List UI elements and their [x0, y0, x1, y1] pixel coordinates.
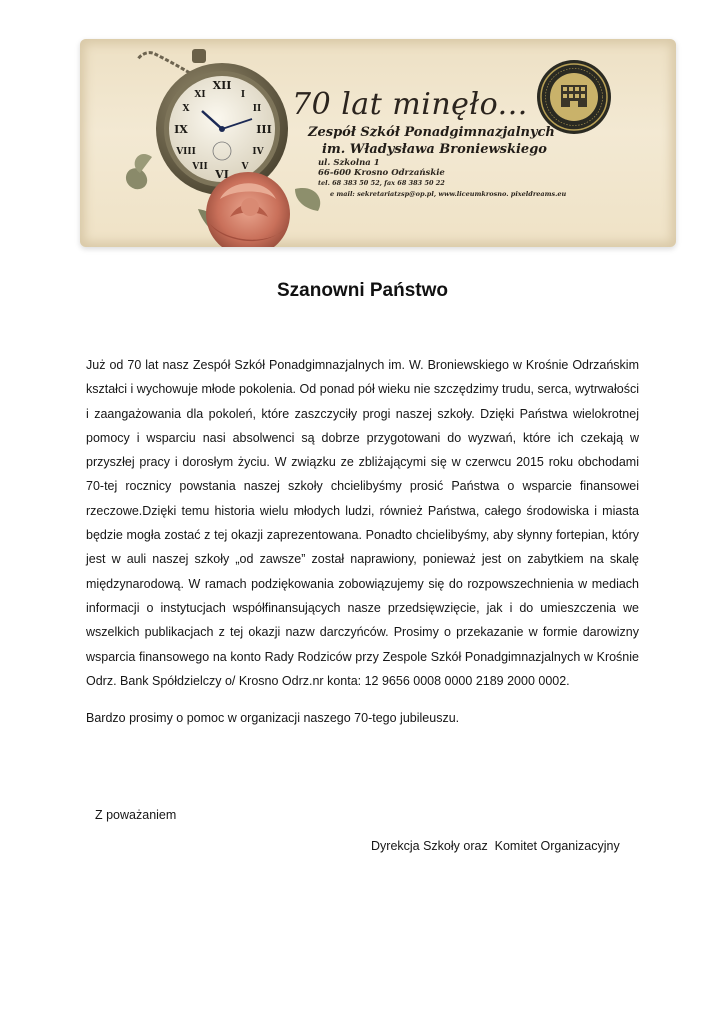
- letter-greeting: Szanowni Państwo: [276, 280, 449, 301]
- school-name-line1: Zespół Szkół Ponadgimnazjalnych: [308, 125, 555, 140]
- svg-text:III: III: [256, 123, 272, 136]
- jubilee-slogan: 70 lat minęło...: [292, 87, 528, 122]
- svg-text:VIII: VIII: [176, 147, 196, 157]
- school-name: [308, 124, 555, 158]
- school-address: [318, 158, 566, 200]
- letterhead-banner: [80, 39, 676, 247]
- signature-line: Dyrekcja Szkoły oraz Komitet Organizacyjny: [371, 839, 620, 853]
- svg-text:VI: VI: [215, 168, 229, 181]
- svg-text:V: V: [241, 162, 249, 172]
- svg-text:XI: XI: [194, 90, 206, 100]
- letter-body: Już od 70 lat nasz Zespół Szkół Ponadgimnazjalnych im. W. Broniewskiego w Krośnie Odrzańskim kształci i wychowuje młode pokolenia. Od ponad pół wieku nie szczędzimy trudu, serca, wytrwałości i zaangażowania dla pokoleń, które zaszczyciły progi naszej szkoły. Dzięki Państwa wielokrotnej pomocy i wsparciu nasi absolwenci są dobrze przygotowani do wyzwań, które ich czekają w przyszłej pracy i dorosłym życiu. W związku ze zbliżającymi się w czerwcu 2015 roku obchodami 70-tej rocznicy powstania naszej szkoły chcielibyśmy prosić Państwa o wsparcie finansowei rzeczowe.Dzięki temu historia wielu młodych ludzi, również Państwa, całego środowiska i miasta będzie mogła zostać z tej okazji zaprezentowana. Ponadto chcielibyśmy, aby słynny fortepian, który jest w auli naszej szkoły „od zawsze” został naprawiony, ponieważ jest on zabytkiem na skalę międzynarodową. W ramach podziękowania zobowiązujemy się do rozpowszechnienia w mediach informacji o instytucjach współfinansujących nasze przedsięwzięcie, jak i do umieszczenia we wszelkich publikacjach z tej okazji nazw darczyńców. Prosimy o przekazanie w formie darowizny wsparcia finansowego na konto Rady Rodziców przy Zespole Szkół Ponadgimnazjalnych w Krośnie Odrz. Bank Spółdzielczy o/ Krosno Odrz.nr konta: 12 9656 0008 0000 2189 2000 0002.: [86, 358, 639, 688]
- svg-text:VII: VII: [192, 162, 208, 172]
- svg-text:II: II: [252, 104, 262, 114]
- svg-text:IV: IV: [252, 147, 264, 157]
- letter-closing: Bardzo prosimy o pomoc w organizacji naszego 70-tego jubileuszu.: [86, 711, 460, 725]
- svg-text:IX: IX: [174, 123, 188, 136]
- regards-line: Z poważaniem: [95, 808, 177, 822]
- svg-text:X: X: [182, 104, 190, 114]
- phone-fax: tel. 68 383 50 52, fax 68 383 50 22: [318, 179, 445, 187]
- school-name-line2: im. Władysława Broniewskiego: [322, 142, 547, 157]
- pocket-watch-icon: [156, 49, 288, 195]
- email-www: e mail: sekretariatzsp@op.pl, www.liceumkrosno. pixeldreams.eu: [330, 190, 567, 198]
- address-street: ul. Szkolna 1: [318, 158, 380, 168]
- school-seal-icon: [534, 57, 614, 137]
- svg-text:I: I: [240, 90, 246, 100]
- address-city: 66-600 Krosno Odrzańskie: [318, 168, 445, 178]
- svg-text:XII: XII: [212, 79, 232, 92]
